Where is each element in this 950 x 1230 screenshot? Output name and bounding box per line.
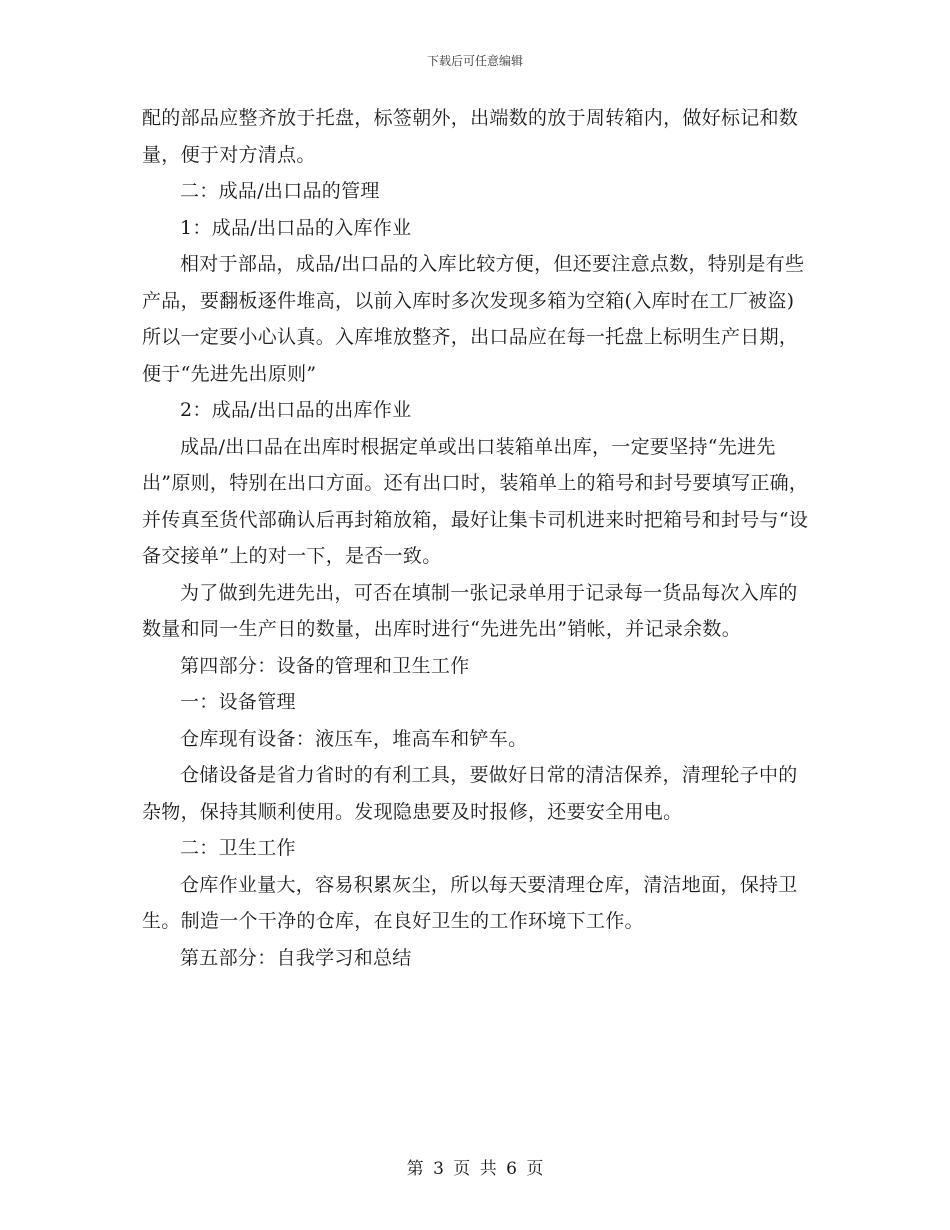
- paragraph: 为了做到先进先出，可否在填制一张记录单用于记录每一货品每次入库的数量和同一生产日的数量，出库时进行“先进先出”销帐，并记录余数。: [142, 581, 798, 640]
- paragraph: 配的部品应整齐放于托盘，标签朝外，出端数的放于周转箱内，做好标记和数量，便于对方清点。: [142, 107, 799, 166]
- section-heading: 二：卫生工作: [180, 837, 296, 859]
- page-header: 下载后可任意编辑: [426, 54, 523, 68]
- document-body: [142, 100, 810, 976]
- paragraph: 仓库作业量大，容易积累灰尘，所以每天要清理仓库，清洁地面，保持卫生。制造一个干净的仓库，在良好卫生的工作环境下工作。: [142, 873, 798, 932]
- subsection-heading: 1：成品/出口品的入库作业: [180, 216, 412, 239]
- paragraph: 仓储设备是省力省时的有利工具，要做好日常的清洁保养，清理轮子中的杂物，保持其顺利使用。发现隐患要及时报修，还要安全用电。: [142, 764, 798, 823]
- paragraph: 仓库现有设备：液压车，堆高车和铲车。: [180, 727, 528, 750]
- paragraph: 相对于部品，成品/出口品的入库比较方便，但还要注意点数，特别是有些产品，要翻板逐件堆高，以前入库时多次发现多箱为空箱(入库时在工厂被盗)所以一定要小心认真。入库堆放整齐，出口品应在每一托盘上标明生产日期，便于“先进先出原则”: [142, 253, 805, 385]
- part-heading: 第四部分：设备的管理和卫生工作: [180, 654, 470, 677]
- section-heading: 二：成品/出口品的管理: [180, 180, 380, 202]
- paragraph: 成品/出口品在出库时根据定单或出口装箱单出库，一定要坚持“先进先出”原则，特别在出口方面。还有出口时，装箱单上的箱号和封号要填写正确，并传真至货代部确认后再封箱放箱，最好让集卡司机进来时把箱号和封号与“设备交接单”上的对一下，是否一致。: [142, 435, 809, 567]
- page-number: 第 3 页 共 6 页: [406, 1159, 544, 1179]
- subsection-heading: 2：成品/出口品的出库作业: [180, 399, 412, 421]
- section-heading: 一：设备管理: [180, 691, 296, 713]
- part-heading: 第五部分：自我学习和总结: [180, 946, 412, 969]
